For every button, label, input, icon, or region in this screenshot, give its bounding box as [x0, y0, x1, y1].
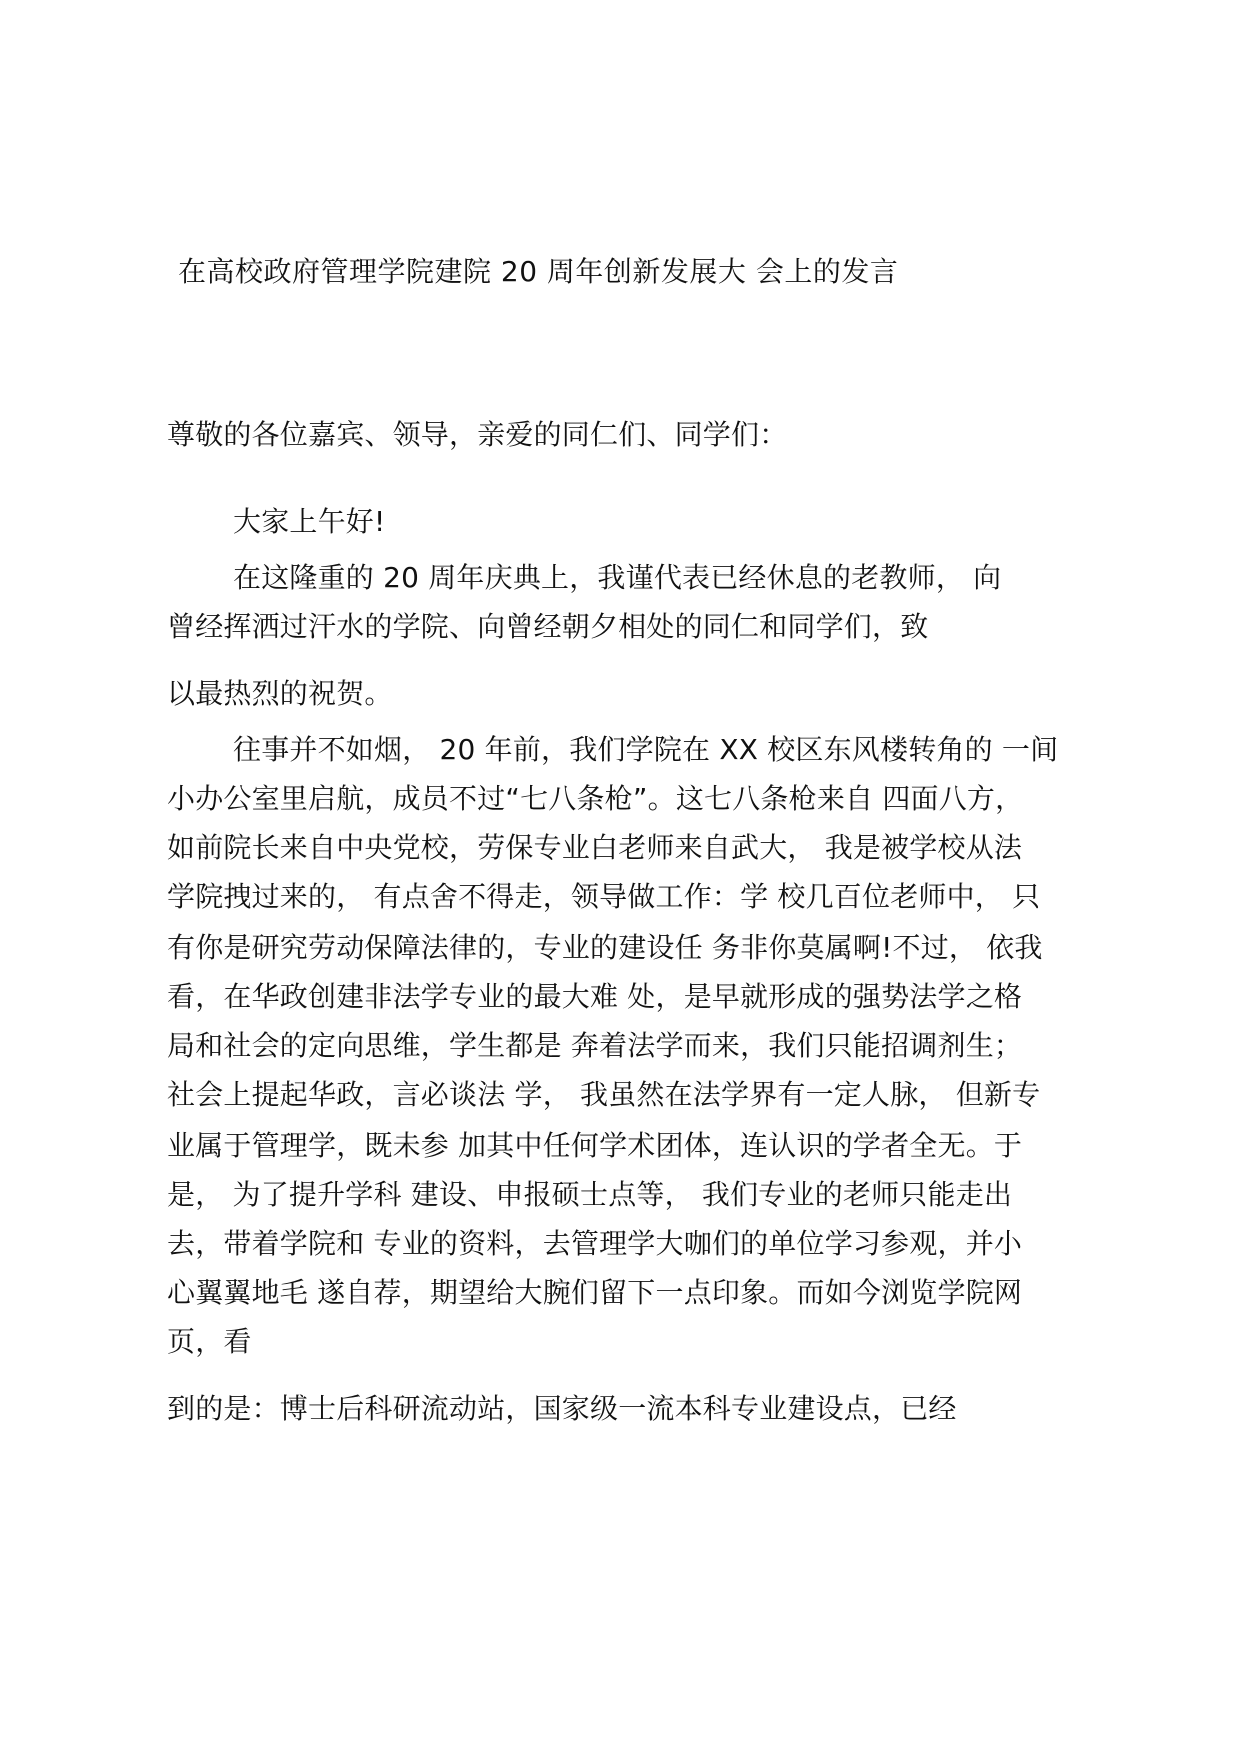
paragraph-2-line-8: 社会上提起华政，言必谈法 学， 我虽然在法学界有一定人脉， 但新专: [167, 1078, 1041, 1111]
paragraph-2-line-14: 到的是：博士后科研流动站，国家级一流本科专业建设点，已经: [167, 1392, 957, 1425]
paragraph-2-line-9: 业属于管理学，既未参 加其中任何学术团体，连认识的学者全无。于: [167, 1129, 1023, 1162]
document-title: 在高校政府管理学院建院 20 周年创新发展大 会上的发言: [178, 255, 899, 288]
paragraph-2-line-13: 页，看: [167, 1325, 252, 1358]
paragraph-2-line-10: 是， 为了提升学科 建设、申报硕士点等， 我们专业的老师只能走出: [167, 1178, 1013, 1211]
paragraph-1-line-1: 在这隆重的 20 周年庆典上，我谨代表已经休息的老教师， 向: [233, 561, 1002, 594]
salutation: 尊敬的各位嘉宾、领导，亲爱的同仁们、同学们：: [167, 418, 788, 451]
paragraph-2-line-5: 有你是研究劳动保障法律的，专业的建设任 务非你莫属啊!不过， 依我: [167, 931, 1043, 964]
paragraph-2-line-1: 往事并不如烟， 20 年前，我们学院在 XX 校区东风楼转角的 一间: [233, 733, 1059, 766]
paragraph-2-line-4: 学院拽过来的， 有点舍不得走，领导做工作：学 校几百位老师中， 只: [167, 880, 1041, 913]
paragraph-2-line-6: 看，在华政创建非法学专业的最大难 处，是早就形成的强势法学之格: [167, 980, 1023, 1013]
greeting: 大家上午好!: [233, 505, 386, 538]
paragraph-2-line-11: 去，带着学院和 专业的资料，去管理学大咖们的单位学习参观，并小: [167, 1227, 1023, 1260]
paragraph-2-line-12: 心翼翼地毛 遂自荐，期望给大腕们留下一点印象。而如今浏览学院网: [167, 1276, 1023, 1309]
paragraph-2-line-3: 如前院长来自中央党校，劳保专业白老师来自武大， 我是被学校从法: [167, 831, 1023, 864]
paragraph-1-line-3: 以最热烈的祝贺。: [167, 677, 393, 710]
paragraph-1-line-2: 曾经挥洒过汗水的学院、向曾经朝夕相处的同仁和同学们，致: [167, 610, 929, 643]
paragraph-2-line-7: 局和社会的定向思维，学生都是 奔着法学而来，我们只能招调剂生；: [167, 1029, 1023, 1062]
paragraph-2-line-2: 小办公室里启航，成员不过“七八条枪”。这七八条枪来自 四面八方，: [167, 782, 1024, 815]
